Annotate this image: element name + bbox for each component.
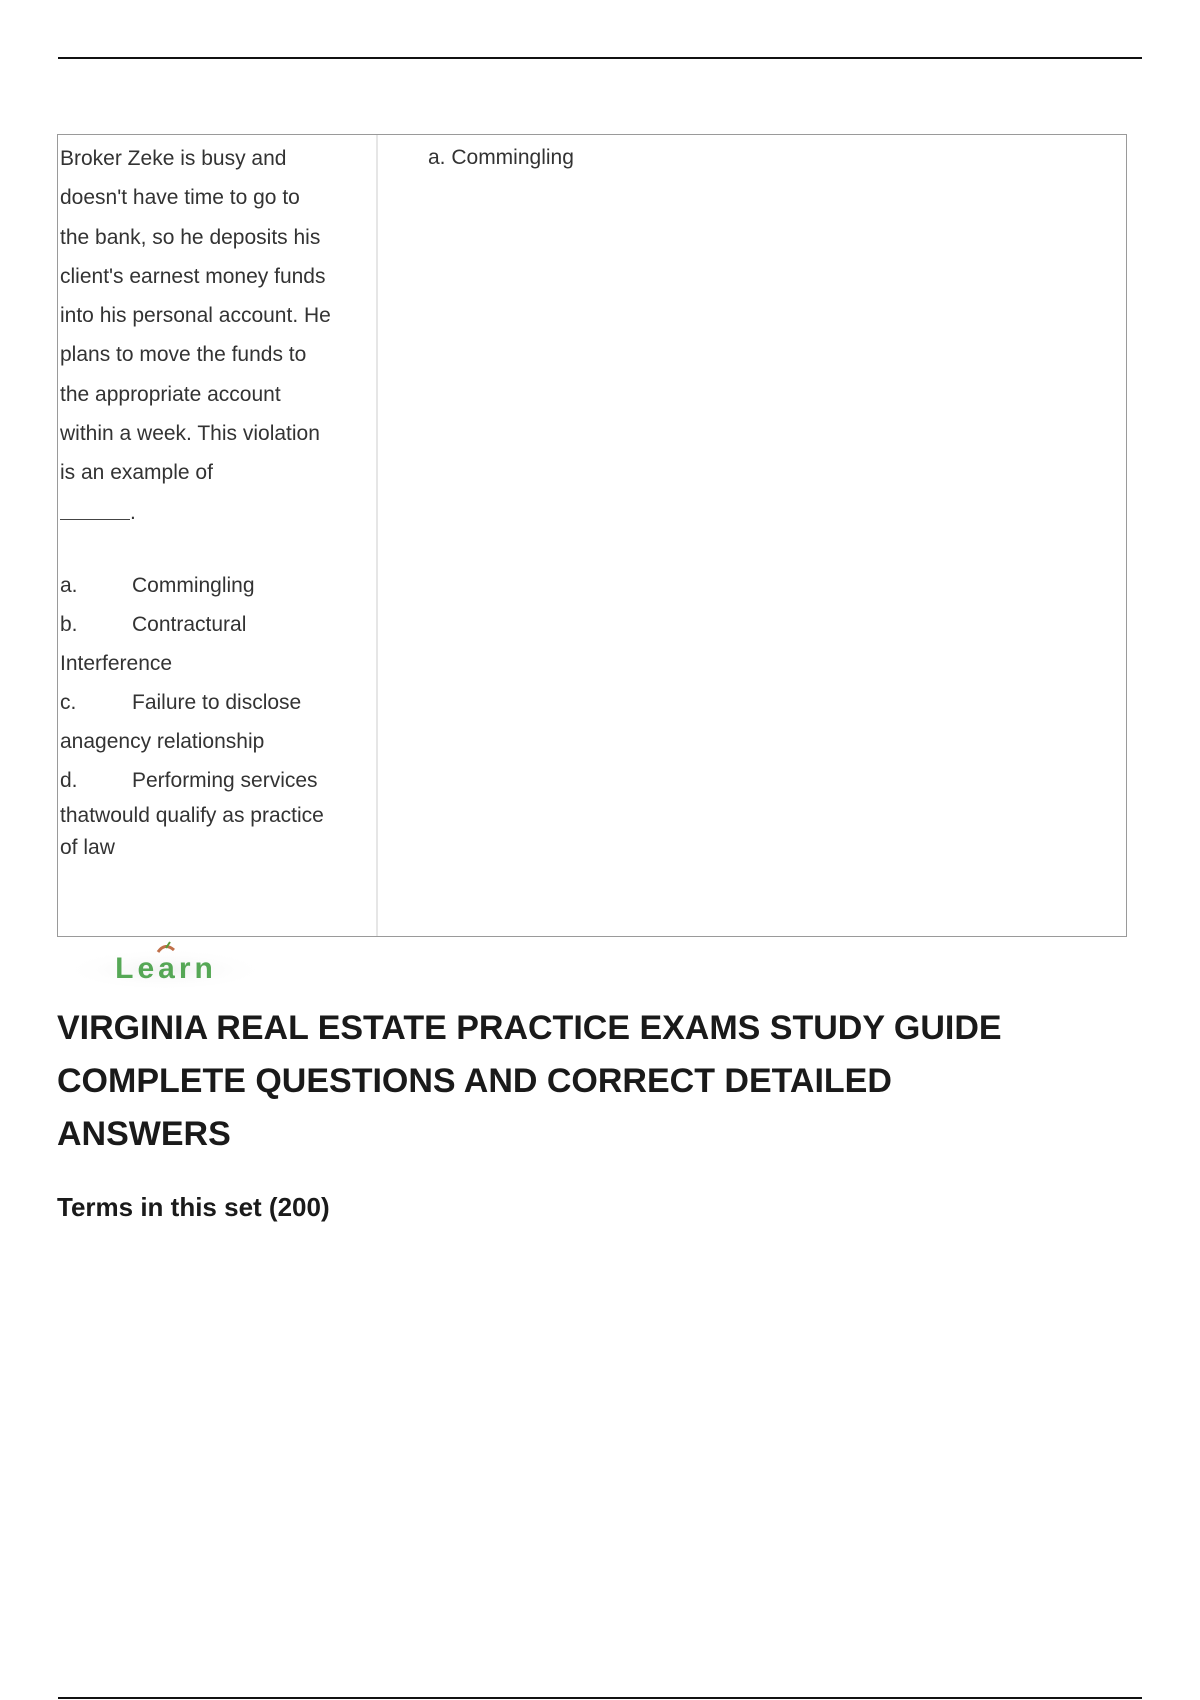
option-letter: a.	[60, 573, 78, 597]
option-letter: c.	[60, 690, 77, 714]
question-line: within a week. This violation	[60, 422, 320, 446]
option-d	[60, 761, 376, 800]
option-d-continued: thatwould qualify as practice	[60, 803, 324, 827]
option-text: Failure to disclose	[132, 690, 302, 714]
question-line: the bank, so he deposits his	[60, 225, 321, 249]
title-line: VIRGINIA REAL ESTATE PRACTICE EXAMS STUDY GUIDE	[57, 1009, 1002, 1047]
question-line: is an example of	[60, 461, 213, 485]
option-letter: b.	[60, 612, 78, 636]
title-line: COMPLETE QUESTIONS AND CORRECT DETAILED	[57, 1062, 892, 1100]
document-title	[57, 1002, 1137, 1161]
option-a	[60, 566, 376, 605]
answer-blank	[60, 493, 376, 532]
terms-count-heading: Terms in this set (200)	[57, 1192, 330, 1222]
option-c	[60, 683, 376, 722]
option-b	[60, 605, 376, 644]
bottom-divider	[58, 1697, 1142, 1699]
option-text: Contractural	[132, 612, 247, 636]
question-line: the appropriate account	[60, 382, 281, 406]
question-line: doesn't have time to go to	[60, 186, 300, 210]
question-line: Broker Zeke is busy and	[60, 147, 287, 170]
flashcard-row	[57, 134, 1127, 937]
svg-text:Learn: Learn	[115, 952, 217, 985]
title-line: ANSWERS	[57, 1115, 231, 1153]
definition-cell	[378, 135, 1126, 936]
option-d-continued: of law	[60, 835, 115, 859]
blank-period: .	[130, 500, 136, 524]
learn-logo	[70, 940, 265, 990]
option-c-continued: anagency relationship	[60, 729, 265, 753]
question-line: client's earnest money funds	[60, 264, 326, 288]
answer-text: a. Commingling	[428, 146, 574, 169]
top-divider	[58, 57, 1142, 59]
blank-underline	[60, 493, 130, 520]
option-b-continued: Interference	[60, 651, 173, 675]
option-letter: d.	[60, 768, 78, 792]
option-text: Commingling	[132, 573, 255, 597]
term-cell	[58, 135, 378, 936]
option-text: Performing services	[132, 768, 318, 792]
question-line: into his personal account. He	[60, 304, 331, 328]
question-line: plans to move the funds to	[60, 343, 307, 367]
